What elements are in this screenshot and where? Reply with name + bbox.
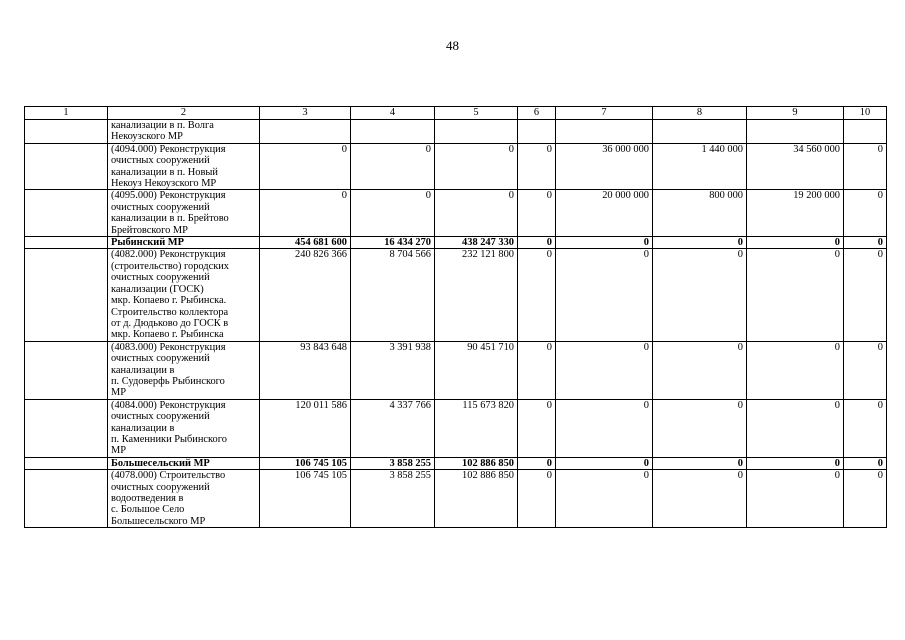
column-header: 9 — [747, 107, 844, 120]
table-cell — [25, 457, 108, 469]
table-cell: 0 — [653, 249, 747, 341]
table-cell: 0 — [518, 249, 556, 341]
table-cell: 0 — [351, 190, 435, 237]
table-cell: 0 — [518, 399, 556, 457]
table-cell: 0 — [653, 399, 747, 457]
table-cell: 0 — [747, 237, 844, 249]
table-cell: 0 — [556, 341, 653, 399]
table-cell: 20 000 000 — [556, 190, 653, 237]
table-cell: 115 673 820 — [435, 399, 518, 457]
table-cell: 240 826 366 — [260, 249, 351, 341]
table-header-row — [25, 107, 887, 120]
table-subtotal-row — [25, 237, 887, 249]
table-cell: 0 — [556, 457, 653, 469]
table-cell-name: (4078.000) Строительство очистных сооружений водоотведения в с. Большое Село Большесельского МР — [108, 470, 260, 528]
table-cell: 0 — [747, 457, 844, 469]
column-header: 4 — [351, 107, 435, 120]
table-row — [25, 249, 887, 341]
table-row — [25, 470, 887, 528]
table-cell — [518, 120, 556, 144]
table-cell: 0 — [518, 237, 556, 249]
table-cell: 0 — [844, 399, 887, 457]
table-cell: 0 — [435, 143, 518, 190]
table-cell: 102 886 850 — [435, 470, 518, 528]
table-cell: 0 — [556, 237, 653, 249]
table-cell: 800 000 — [653, 190, 747, 237]
table-cell: 102 886 850 — [435, 457, 518, 469]
table-cell: 0 — [518, 143, 556, 190]
table-cell: 0 — [518, 341, 556, 399]
table-cell: 0 — [435, 190, 518, 237]
table-cell: 0 — [747, 470, 844, 528]
column-header: 10 — [844, 107, 887, 120]
table-cell — [844, 120, 887, 144]
column-header: 6 — [518, 107, 556, 120]
table-cell — [435, 120, 518, 144]
table-cell: 0 — [844, 249, 887, 341]
table-cell — [556, 120, 653, 144]
table-cell: 106 745 105 — [260, 457, 351, 469]
table-cell: 90 451 710 — [435, 341, 518, 399]
table-cell: 0 — [518, 190, 556, 237]
table-cell: 232 121 800 — [435, 249, 518, 341]
table-cell-name: Рыбинский МР — [108, 237, 260, 249]
table-cell-name: (4095.000) Реконструкция очистных сооружений канализации в п. Брейтово Брейтовского МР — [108, 190, 260, 237]
table-cell: 0 — [844, 190, 887, 237]
table-cell — [260, 120, 351, 144]
table-cell: 4 337 766 — [351, 399, 435, 457]
page-number: 48 — [446, 38, 459, 53]
table-cell — [25, 470, 108, 528]
column-header: 7 — [556, 107, 653, 120]
budget-table — [24, 106, 887, 528]
table-row — [25, 399, 887, 457]
table-cell: 0 — [518, 470, 556, 528]
table-cell: 0 — [556, 249, 653, 341]
column-header: 2 — [108, 107, 260, 120]
table-row — [25, 190, 887, 237]
table-cell: 36 000 000 — [556, 143, 653, 190]
table-cell: 0 — [653, 341, 747, 399]
table-cell: 8 704 566 — [351, 249, 435, 341]
table-cell: 0 — [844, 457, 887, 469]
table-cell: 0 — [747, 341, 844, 399]
table-cell: 454 681 600 — [260, 237, 351, 249]
table-cell: 3 858 255 — [351, 470, 435, 528]
table-cell: 0 — [518, 457, 556, 469]
table-cell — [25, 190, 108, 237]
table-cell: 0 — [556, 399, 653, 457]
table-cell: 0 — [260, 143, 351, 190]
table-cell: 438 247 330 — [435, 237, 518, 249]
table-cell — [351, 120, 435, 144]
column-header: 3 — [260, 107, 351, 120]
table-cell: 93 843 648 — [260, 341, 351, 399]
table-cell: 0 — [844, 341, 887, 399]
table-cell: 120 011 586 — [260, 399, 351, 457]
column-header: 8 — [653, 107, 747, 120]
table-subtotal-row — [25, 457, 887, 469]
table-cell-name: (4094.000) Реконструкция очистных сооружений канализации в п. Новый Некоуз Некоузского МР — [108, 143, 260, 190]
table-cell: 0 — [653, 457, 747, 469]
column-header: 1 — [25, 107, 108, 120]
table-row — [25, 143, 887, 190]
table-cell: 0 — [653, 237, 747, 249]
column-header: 5 — [435, 107, 518, 120]
table-cell-name: (4083.000) Реконструкция очистных сооружений канализации в п. Судоверфь Рыбинского МР — [108, 341, 260, 399]
table-cell-name: (4084.000) Реконструкция очистных сооружений канализации в п. Каменники Рыбинского МР — [108, 399, 260, 457]
table-cell — [25, 120, 108, 144]
table-cell — [25, 237, 108, 249]
table-cell: 34 560 000 — [747, 143, 844, 190]
table-cell: 0 — [260, 190, 351, 237]
table-cell: 19 200 000 — [747, 190, 844, 237]
table-cell: 0 — [844, 470, 887, 528]
table-cell-name: Большесельский МР — [108, 457, 260, 469]
table-cell: 0 — [747, 399, 844, 457]
table-cell-name: канализации в п. Волга Некоузского МР — [108, 120, 260, 144]
table-cell — [25, 399, 108, 457]
table-cell — [653, 120, 747, 144]
table-cell — [25, 341, 108, 399]
table-cell-name: (4082.000) Реконструкция (строительство) городских очистных сооружений канализации (ГОСК) мкр. Копаево г. Рыбинска. Строительство коллектора от д. Дюдьково до ГОСК в мкр. Копаево г. Рыбинска — [108, 249, 260, 341]
table-cell — [747, 120, 844, 144]
table-cell: 0 — [747, 249, 844, 341]
table-cell: 0 — [351, 143, 435, 190]
table-cell: 16 434 270 — [351, 237, 435, 249]
table-cell: 0 — [844, 143, 887, 190]
table-cell: 1 440 000 — [653, 143, 747, 190]
table-cell: 0 — [653, 470, 747, 528]
table-cell: 106 745 105 — [260, 470, 351, 528]
table-cell: 3 391 938 — [351, 341, 435, 399]
table-cell: 0 — [556, 470, 653, 528]
table-cell — [25, 143, 108, 190]
table-cell: 0 — [844, 237, 887, 249]
table-row — [25, 120, 887, 144]
table-cell — [25, 249, 108, 341]
table-row — [25, 341, 887, 399]
table-cell: 3 858 255 — [351, 457, 435, 469]
